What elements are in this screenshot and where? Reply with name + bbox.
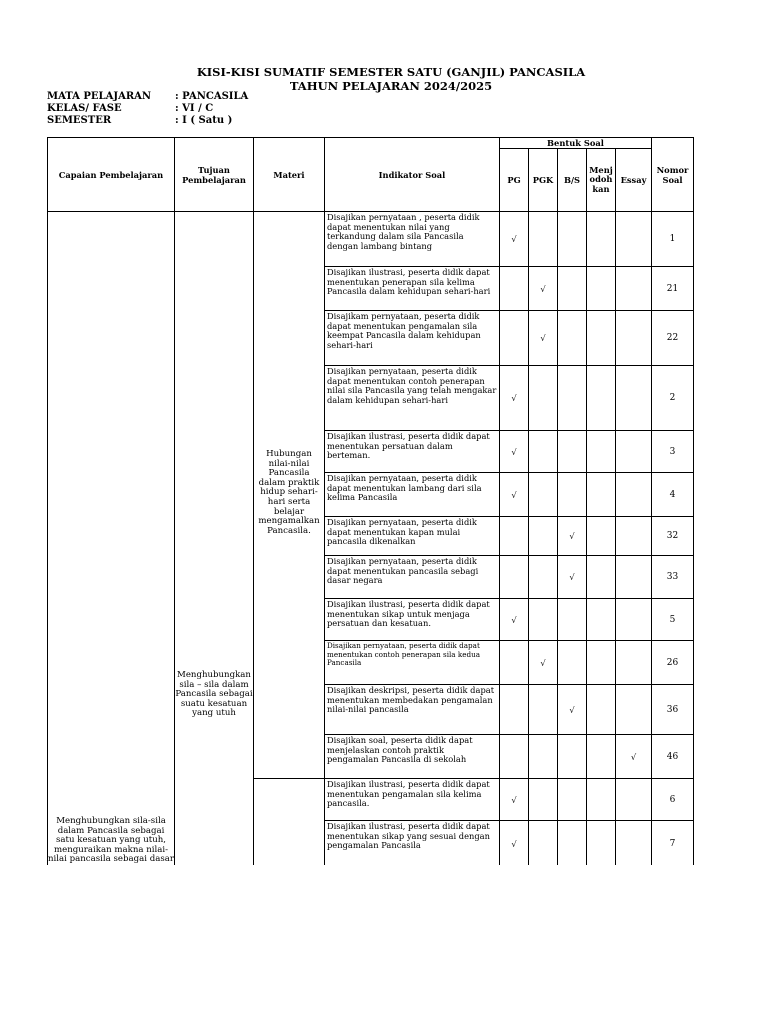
materi-text: Hubungan nilai-nilai Pancasila dalam praktik hidup sehari-hari serta belajar mengamalkan Pancasila.: [258, 449, 320, 536]
check-cell-essay: [616, 641, 652, 685]
check-cell-pg: [500, 311, 529, 366]
indikator-cell: Disajikan pernyataan , peserta didik dapat menentukan nilai yang terkandung dalam sila Pancasila dengan lambang bintang: [325, 212, 500, 267]
check-cell-pg: [500, 821, 529, 868]
tujuan-cell: [175, 212, 254, 868]
check-mark: √: [511, 393, 517, 403]
check-cell-essay: [616, 556, 652, 599]
check-cell-menj: [587, 641, 616, 685]
check-cell-essay: [616, 735, 652, 779]
header-pg: PG: [500, 149, 529, 212]
check-cell-pg: [500, 212, 529, 267]
check-cell-menj: [587, 599, 616, 641]
header-bentuk-soal: Bentuk Soal: [500, 138, 652, 149]
check-cell-menj: [587, 212, 616, 267]
nomor-soal-cell: 4: [652, 473, 694, 517]
check-cell-bs: [558, 599, 587, 641]
check-cell-pgk: [529, 685, 558, 735]
header-indikator: Indikator Soal: [325, 138, 500, 212]
check-cell-essay: [616, 685, 652, 735]
check-cell-essay: [616, 311, 652, 366]
check-cell-menj: [587, 735, 616, 779]
check-cell-essay: [616, 431, 652, 473]
check-cell-bs: [558, 779, 587, 821]
tujuan-text: Menghubungkan sila – sila dalam Pancasila sebagai suatu kesatuan yang utuh: [175, 670, 253, 719]
indikator-cell: Disajikan ilustrasi, peserta didik dapat menentukan sikap yang sesuai dengan pengamalan Pancasila: [325, 821, 500, 868]
check-cell-menj: [587, 311, 616, 366]
header-menjodohkan: Menj odoh kan: [587, 149, 616, 212]
check-mark: √: [511, 234, 517, 244]
check-cell-essay: [616, 366, 652, 431]
check-cell-pg: [500, 641, 529, 685]
nomor-soal-cell: 26: [652, 641, 694, 685]
nomor-soal-cell: 46: [652, 735, 694, 779]
meta-subject: [47, 91, 248, 102]
check-cell-pg: [500, 517, 529, 556]
meta-value: : PANCASILA: [175, 91, 249, 102]
check-cell-menj: [587, 267, 616, 311]
nomor-soal-cell: 33: [652, 556, 694, 599]
check-cell-menj: [587, 685, 616, 735]
header-essay: Essay: [616, 149, 652, 212]
indikator-cell: Disajikan pernyataan, peserta didik dapat menentukan contoh penerapan nilai sila Pancasila yang telah mengakar dalam kehidupan sehari-hari: [325, 366, 500, 431]
check-cell-pgk: [529, 735, 558, 779]
indikator-cell: Disajikan pernyataan, peserta didik dapat menentukan contoh penerapan sila kedua Pancasila: [325, 641, 500, 685]
check-cell-bs: [558, 431, 587, 473]
materi-cell-empty: [254, 779, 325, 868]
check-cell-bs: [558, 641, 587, 685]
nomor-soal-cell: 1: [652, 212, 694, 267]
kisi-kisi-table: [47, 137, 694, 868]
check-cell-pg: [500, 685, 529, 735]
check-mark: √: [630, 751, 637, 762]
check-cell-pgk: [529, 267, 558, 311]
check-cell-bs: [558, 366, 587, 431]
indikator-cell: Disajikan pernyataan, peserta didik dapat menentukan lambang dari sila kelima Pancasila: [325, 473, 500, 517]
header-pgk: PGK: [529, 149, 558, 212]
nomor-soal-cell: 21: [652, 267, 694, 311]
indikator-cell: Disajikan ilustrasi, peserta didik dapat menentukan persatuan dalam berteman.: [325, 431, 500, 473]
check-cell-pgk: [529, 517, 558, 556]
nomor-soal-cell: 7: [652, 821, 694, 868]
capaian-text: Menghubungkan sila-sila dalam Pancasila sebagai satu kesatuan yang utuh, menguraikan makna nilai-nilai pancasila sebagai dasar: [48, 816, 174, 865]
check-cell-pgk: [529, 366, 558, 431]
check-mark: √: [569, 572, 575, 582]
check-cell-essay: [616, 599, 652, 641]
indikator-cell: Disajikan soal, peserta didik dapat menjelaskan contoh praktik pengamalan Pancasila di sekolah: [325, 735, 500, 779]
check-mark: √: [540, 657, 546, 668]
check-cell-pgk: [529, 641, 558, 685]
check-cell-pgk: [529, 473, 558, 517]
check-cell-menj: [587, 779, 616, 821]
check-cell-essay: [616, 821, 652, 868]
capaian-cell: [48, 212, 175, 868]
check-cell-bs: [558, 735, 587, 779]
check-mark: √: [511, 794, 517, 805]
check-cell-pgk: [529, 431, 558, 473]
header-nomor: Nomor Soal: [652, 138, 694, 212]
nomor-soal-cell: 36: [652, 685, 694, 735]
check-mark: √: [540, 283, 546, 294]
indikator-cell: Disajikan ilustrasi, peserta didik dapat menentukan sikap untuk menjaga persatuan dan kesatuan.: [325, 599, 500, 641]
indikator-cell: Disajikan pernyataan, peserta didik dapat menentukan pancasila sebagi dasar negara: [325, 556, 500, 599]
meta-label: MATA PELAJARAN: [47, 91, 152, 102]
check-cell-pg: [500, 779, 529, 821]
check-cell-bs: [558, 821, 587, 868]
table-body: [48, 212, 694, 868]
meta-semester: [47, 115, 232, 126]
check-cell-bs: [558, 556, 587, 599]
document-subtitle: TAHUN PELAJARAN 2024/2025: [289, 79, 493, 93]
check-mark: √: [511, 446, 517, 457]
header-bs: B/S: [558, 149, 587, 212]
check-cell-pg: [500, 735, 529, 779]
check-cell-pgk: [529, 212, 558, 267]
document-title: KISI-KISI SUMATIF SEMESTER SATU (GANJIL) PANCASILA: [196, 65, 586, 79]
check-cell-menj: [587, 473, 616, 517]
check-mark: √: [511, 489, 517, 500]
page-bottom-margin: [0, 865, 768, 1024]
check-cell-essay: [616, 212, 652, 267]
check-cell-bs: [558, 311, 587, 366]
check-cell-menj: [587, 821, 616, 868]
check-mark: √: [569, 704, 575, 715]
check-cell-pgk: [529, 779, 558, 821]
header-capaian: Capaian Pembelajaran: [48, 138, 175, 212]
check-mark: √: [511, 839, 517, 849]
indikator-cell: Disajikan pernyataan, peserta didik dapat menentukan kapan mulai pancasila dikenalkan: [325, 517, 500, 556]
meta-value: : VI / C: [175, 103, 214, 114]
check-cell-menj: [587, 517, 616, 556]
check-cell-pg: [500, 473, 529, 517]
check-cell-essay: [616, 473, 652, 517]
materi-cell: [254, 212, 325, 779]
check-mark: √: [511, 614, 517, 625]
meta-label: KELAS/ FASE: [47, 103, 122, 114]
meta-class: [47, 103, 213, 114]
check-cell-bs: [558, 212, 587, 267]
nomor-soal-cell: 32: [652, 517, 694, 556]
check-mark: √: [569, 531, 575, 541]
check-cell-pg: [500, 556, 529, 599]
nomor-soal-cell: 6: [652, 779, 694, 821]
nomor-soal-cell: 5: [652, 599, 694, 641]
check-cell-pg: [500, 599, 529, 641]
table-row: [48, 212, 694, 267]
check-cell-bs: [558, 473, 587, 517]
nomor-soal-cell: 2: [652, 366, 694, 431]
indikator-cell: Disajikan ilustrasi, peserta didik dapat menentukan penerapan sila kelima Pancasila dalam kehidupan sehari-hari: [325, 267, 500, 311]
nomor-soal-cell: 22: [652, 311, 694, 366]
check-cell-pg: [500, 431, 529, 473]
meta-value: : I ( Satu ): [175, 115, 233, 126]
header-materi: Materi: [254, 138, 325, 212]
indikator-cell: Disajikan ilustrasi, peserta didik dapat menentukan pengamalan sila kelima pancasila.: [325, 779, 500, 821]
indikator-cell: Disajikam pernyataan, peserta didik dapat menentukan pengamalan sila keempat Pancasila dalam kehidupan sehari-hari: [325, 311, 500, 366]
check-cell-bs: [558, 685, 587, 735]
check-cell-pg: [500, 267, 529, 311]
nomor-soal-cell: 3: [652, 431, 694, 473]
check-cell-menj: [587, 366, 616, 431]
check-cell-pgk: [529, 821, 558, 868]
header-tujuan: Tujuan Pembelajaran: [175, 138, 254, 212]
check-cell-pgk: [529, 556, 558, 599]
check-cell-bs: [558, 517, 587, 556]
check-cell-pgk: [529, 311, 558, 366]
check-cell-essay: [616, 267, 652, 311]
indikator-cell: Disajikan deskripsi, peserta didik dapat menentukan membedakan pengamalan nilai-nilai pancasila: [325, 685, 500, 735]
check-cell-pg: [500, 366, 529, 431]
meta-label: SEMESTER: [47, 115, 112, 126]
check-cell-essay: [616, 779, 652, 821]
check-cell-menj: [587, 556, 616, 599]
check-cell-menj: [587, 431, 616, 473]
check-cell-essay: [616, 517, 652, 556]
check-cell-bs: [558, 267, 587, 311]
check-mark: √: [540, 333, 546, 343]
check-cell-pgk: [529, 599, 558, 641]
